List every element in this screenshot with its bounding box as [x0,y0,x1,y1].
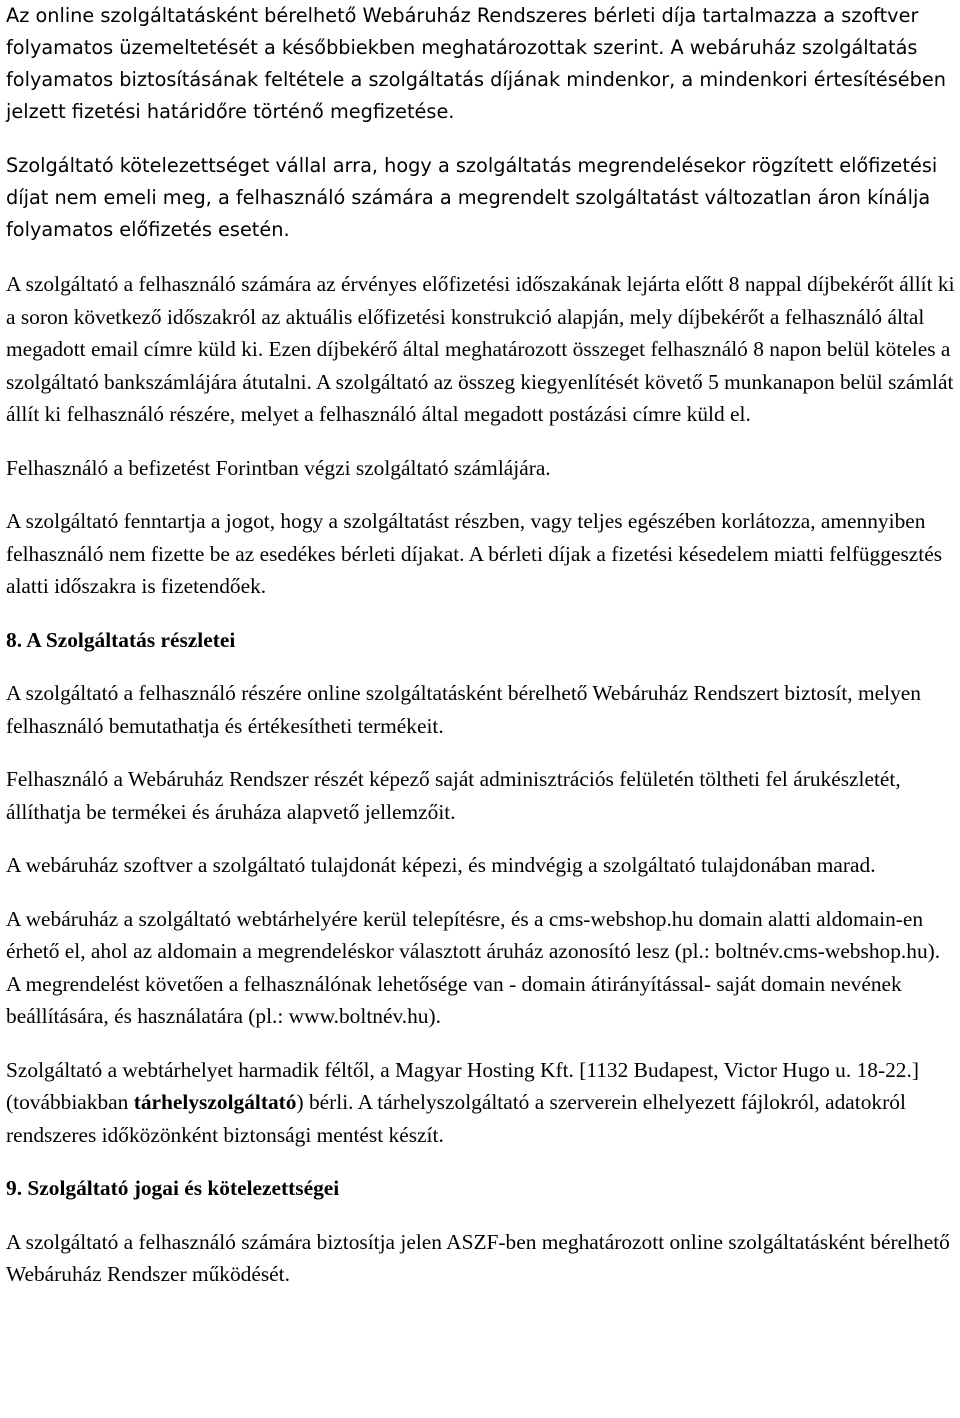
document-page [6,0,956,1291]
paragraph-provider-obligations: A szolgáltató a felhasználó számára biztosítja jelen ASZF-ben meghatározott online szolgáltatásként bérelhető Webáruház Rendszer működését. [6,1229,950,1286]
hosting-provider-text-start: Szolgáltató a webtárhelyet harmadik féltől, a Magyar Hosting Kft. [1132 Budapest, Victor Hugo u. 18-22.] (továbbiakban [6,1057,919,1114]
paragraph-admin-interface: Felhasználó a Webáruház Rendszer részét képező saját adminisztrációs felületén töltheti fel árukészletét, állíthatja be termékei és áruháza alapvető jellemzőit. [6,767,901,824]
paragraph-subscription-fee: Az online szolgáltatásként bérelhető Webáruház Rendszeres bérleti díja tartalmazza a szoftver folyamatos üzemeltetését a későbbiekben meghatározottak szerint. A webáruház szolgáltatás folyamatos biztosításának feltétele a szolgáltatás díjának mindenkor, a mindenkori értesítésében jelzett fizetési határidőre történő megfizetése. [6,4,946,123]
paragraph-hosting-domain: A webáruház a szolgáltató webtárhelyére kerül telepítésre, és a cms-webshop.hu domain alatti aldomain-en érhető el, ahol az aldomain a megrendeléskor választott áruház azonosító lesz (pl.: boltnév.cms-webshop.hu). A megrendelést követően a felhasználónak lehetősége van - domain átirányítással- saját domain nevének beállítására, és használatára (pl.: www.boltnév.hu). [6,906,941,1028]
paragraph-hosting-provider [6,1054,956,1152]
paragraph-service-restriction: A szolgáltató fenntartja a jogot, hogy a szolgáltatást részben, vagy teljes egészében korlátozza, amennyiben felhasználó nem fizette be az esedékes bérleti díjakat. A bérleti díjak a fizetési késedelem miatti felfüggesztés alatti időszakra is fizetendőek. [6,509,943,598]
section-heading-8: 8. A Szolgáltatás részletei [6,627,236,652]
paragraph-invoicing: A szolgáltató a felhasználó számára az érvényes előfizetési időszakának lejárta előtt 8 nappal díjbekérőt állít ki a soron következő időszakról az aktuális előfizetési konstrukció alapján, mely díjbekérőt a felhasználó által megadott email címre küld ki. Ezen díjbekérő által meghatározott összeget felhasználó 8 napon belül köteles a szolgáltató bankszámlájára átutalni. A szolgáltató az összeg kiegyenlítését követő 5 munkanapon belül számlát állít ki felhasználó részére, melyet a felhasználó által megadott postázási címre küld el. [6,272,955,426]
hosting-provider-term: tárhelyszolgáltató [133,1090,297,1114]
section-heading-9: 9. Szolgáltató jogai és kötelezettségei [6,1176,340,1200]
paragraph-service-provision: A szolgáltató a felhasználó részére online szolgáltatásként bérelhető Webáruház Rendszert biztosít, melyen felhasználó bemutathatja és értékesítheti termékeit. [6,681,921,738]
paragraph-software-ownership: A webáruház szoftver a szolgáltató tulajdonát képezi, és mindvégig a szolgáltató tulajdonában marad. [6,853,876,877]
paragraph-price-commitment: Szolgáltató kötelezettséget vállal arra, hogy a szolgáltatás megrendelésekor rögzített előfizetési díjat nem emeli meg, a felhasználó számára a megrendelt szolgáltatást változatlan áron kínálja folyamatos előfizetés esetén. [6,154,938,241]
hosting-provider-text-end: ) bérli. A tárhelyszolgáltató a szerverein elhelyezett fájlokról, adatokról rendszeres időközönként biztonsági mentést készít. [6,1090,906,1147]
paragraph-payment-currency: Felhasználó a befizetést Forintban végzi szolgáltató számlájára. [6,455,551,480]
